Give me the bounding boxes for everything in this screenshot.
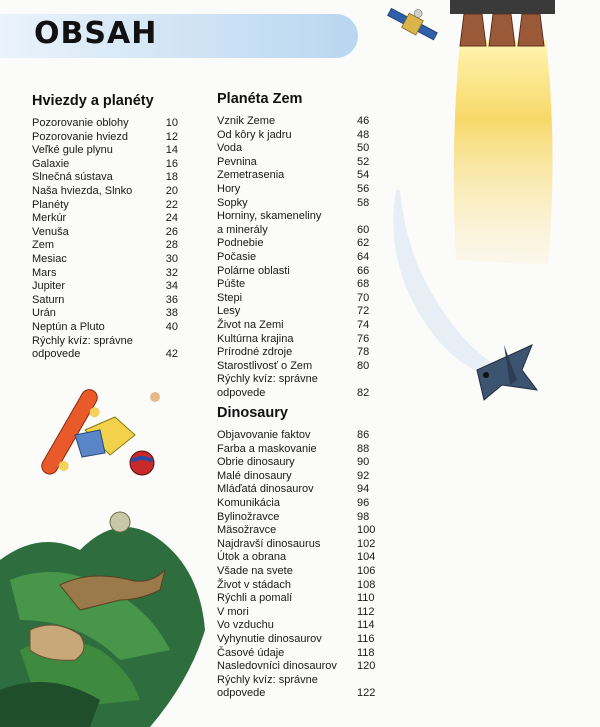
toc-entry: [217, 265, 372, 279]
section-title: Hviezdy a planéty: [32, 93, 154, 109]
toc-entry-title: Neptún a Pluto: [32, 320, 105, 333]
toc-entry: [217, 346, 372, 360]
toc-entry-page-number: 80: [357, 359, 370, 372]
toc-entry-page-number: 116: [357, 632, 375, 645]
toc-entry: [217, 292, 372, 306]
toc-entry-page-number: 12: [165, 130, 178, 143]
toc-entry-page-number: 30: [165, 252, 178, 265]
toc-entry: [217, 606, 377, 620]
toc-entry-page-number: 26: [165, 225, 178, 238]
toc-entry-page-number: 20: [165, 184, 178, 197]
toc-entry-title: Púšte: [217, 278, 246, 291]
toc-entry-title: Rýchly kvíz: správne odpovede: [217, 673, 318, 700]
toc-entry-page-number: 56: [357, 182, 370, 195]
toc-entry-page-number: 118: [357, 646, 375, 659]
toc-entry-page-number: 28: [165, 239, 178, 252]
toc-entry: [217, 470, 377, 484]
toc-entry-page-number: 38: [165, 307, 178, 320]
toc-entry-page-number: 90: [357, 456, 370, 469]
toc-entry-title: Od kôry k jadru: [217, 128, 292, 141]
toc-entry-page-number: 52: [357, 155, 370, 168]
toc-entry-page-number: 34: [165, 280, 178, 293]
toc-entry-page-number: 40: [165, 320, 178, 333]
toc-entry: [217, 647, 377, 661]
toc-entry: [217, 210, 372, 237]
toc-entry: [32, 321, 182, 335]
toc-entry-page-number: 18: [165, 171, 178, 184]
toc-entry-title: Galaxie: [32, 157, 70, 170]
toc-entry-title: Hory: [217, 182, 241, 195]
toc-entry: [217, 456, 377, 470]
toc-entry: [32, 185, 182, 199]
toc-entry-page-number: 108: [357, 578, 376, 591]
toc-entry: [32, 335, 182, 362]
toc-entry-title: Vo vzduchu: [217, 619, 274, 632]
toc-entry: [217, 305, 372, 319]
toc-entry-title: Rýchli a pomalí: [217, 592, 293, 605]
toc-entry-title: Slnečná sústava: [32, 171, 113, 184]
toc-entry: [217, 497, 377, 511]
toc-entry-title: Útok a obrana: [217, 551, 287, 564]
toc-entry-page-number: 10: [165, 117, 178, 129]
toc-entry: [217, 551, 377, 565]
toc-entry-page-number: 110: [357, 592, 375, 605]
toc-entry-title: Pozorovanie oblohy: [32, 117, 129, 129]
toc-entry-title: Venuša: [32, 225, 69, 238]
toc-entry-title: Planéty: [32, 198, 69, 211]
toc-entry-page-number: 50: [357, 142, 370, 155]
toc-entry-title: Mars: [32, 266, 57, 279]
toc-entry-page-number: 96: [357, 496, 370, 509]
toc-entry-page-number: 54: [357, 169, 370, 182]
toc-entry-title: Urán: [32, 307, 56, 320]
toc-entry-title: Podnebie: [217, 237, 264, 250]
toc-entry-title: Prírodné zdroje: [217, 346, 293, 359]
toc-entry: [217, 524, 377, 538]
toc-entry-title: Bylinožravce: [217, 510, 280, 523]
toc-entry-title: Rýchly kvíz: správne odpovede: [217, 373, 318, 399]
toc-entry: [32, 307, 182, 321]
toc-entry: [32, 253, 182, 267]
toc-entry-page-number: 14: [165, 144, 178, 157]
toc-entry: [217, 278, 372, 292]
toc-entry-title: Saturn: [32, 293, 65, 306]
toc-entry: [217, 592, 377, 606]
toc-entry: [217, 511, 377, 525]
toc-entry: [217, 183, 372, 197]
toc-entry-page-number: 98: [357, 510, 370, 523]
toc-entry: [217, 197, 372, 211]
toc-entry-page-number: 92: [357, 469, 370, 482]
toc-entry-title: Časové údaje: [217, 646, 285, 659]
toc-entry: [32, 280, 182, 294]
falcon-illustration: [382, 185, 542, 420]
toc-entry-title: Rýchly kvíz: správne odpovede: [32, 334, 133, 361]
toc-entry-page-number: 86: [357, 429, 370, 441]
toc-entry-page-number: 68: [357, 278, 370, 291]
toc-entry-title: V mori: [217, 605, 249, 618]
toc-entry: [217, 674, 377, 701]
toc-entry-page-number: 120: [357, 660, 376, 673]
title-banner: [0, 14, 358, 58]
toc-entry-title: Vyhynutie dinosaurov: [217, 632, 322, 645]
toc-entry: [217, 360, 372, 374]
toc-entry-page-number: 78: [357, 346, 370, 359]
toc-entry: [217, 115, 372, 129]
toc-entry-title: Život v stádach: [217, 578, 291, 591]
toc-entry-title: Stepi: [217, 291, 243, 304]
toc-entry: [32, 239, 182, 253]
section-title: Planéta Zem: [217, 91, 303, 107]
toc-entry: [217, 619, 377, 633]
toc-section-planeta-zem: [217, 91, 372, 400]
toc-entry: [32, 117, 182, 131]
toc-entry: [217, 156, 372, 170]
toc-entry-title: Voda: [217, 142, 243, 155]
toc-entry: [217, 251, 372, 265]
toc-entry: [32, 226, 182, 240]
toc-section-dinosaury: [217, 405, 377, 701]
toc-entry-page-number: 46: [357, 115, 370, 127]
toc-entry-page-number: 106: [357, 564, 376, 577]
toc-entry-title: Farba a maskovanie: [217, 442, 317, 455]
toc-entry-page-number: 82: [357, 386, 370, 399]
toc-entry-page-number: 62: [357, 237, 370, 250]
toc-entry-title: Život na Zemi: [217, 318, 284, 331]
toc-entry-page-number: 70: [357, 291, 370, 304]
toc-entry-page-number: 112: [357, 605, 375, 618]
toc-entry-title: Vznik Zeme: [217, 115, 276, 127]
toc-entry: [217, 579, 377, 593]
toc-entry-page-number: 64: [357, 250, 370, 263]
toc-entry-page-number: 22: [165, 198, 178, 211]
toc-entry-page-number: 48: [357, 128, 370, 141]
toc-entry-title: Zemetrasenia: [217, 169, 285, 182]
toc-entry: [217, 373, 372, 400]
toc-entry: [217, 142, 372, 156]
toc-entry-title: Malé dinosaury: [217, 469, 292, 482]
toc-entry-page-number: 122: [357, 687, 376, 700]
toc-entry-title: Najdravší dinosaurus: [217, 537, 321, 550]
toc-entry-page-number: 16: [165, 157, 178, 170]
toc-entry-title: Merkúr: [32, 212, 67, 225]
toc-entry-title: Veľké gule plynu: [32, 144, 113, 157]
toc-entry-page-number: 66: [357, 264, 370, 277]
toc-entry: [217, 443, 377, 457]
toc-entry-page-number: 88: [357, 442, 370, 455]
toc-entry: [32, 199, 182, 213]
toc-entry-page-number: 102: [357, 537, 376, 550]
toc-entry-page-number: 114: [357, 619, 375, 632]
toc-entry-title: Mäsožravce: [217, 524, 277, 537]
toc-entry-title: Obrie dinosaury: [217, 456, 295, 469]
toc-section-hviezdy: [32, 93, 182, 362]
toc-entry-title: Zem: [32, 239, 54, 252]
toc-entry-page-number: 32: [165, 266, 178, 279]
toc-entry: [32, 294, 182, 308]
satellite-illustration: [382, 0, 442, 50]
toc-entry: [32, 212, 182, 226]
toc-entry-title: Kultúrna krajina: [217, 332, 294, 345]
toc-entry-title: Polárne oblasti: [217, 264, 290, 277]
toc-entry-page-number: 42: [165, 348, 178, 361]
toc-entry-page-number: 74: [357, 318, 370, 331]
page-title: OBSAH: [34, 16, 158, 51]
toc-entry-page-number: 100: [357, 524, 376, 537]
toc-entry: [217, 565, 377, 579]
toc-entry: [32, 131, 182, 145]
toc-entry: [217, 237, 372, 251]
toc-entry-page-number: 60: [357, 223, 370, 236]
toc-entry: [217, 483, 377, 497]
toc-entry-title: Pozorovanie hviezd: [32, 130, 129, 143]
toc-entry-title: Sopky: [217, 196, 248, 209]
toc-entry-title: Starostlivosť o Zem: [217, 359, 313, 372]
toc-entry-title: Komunikácia: [217, 496, 280, 509]
toc-entry-title: Objavovanie faktov: [217, 429, 311, 441]
toc-entry-title: Jupiter: [32, 280, 66, 293]
toc-entry: [217, 660, 377, 674]
toc-entry-title: Mláďatá dinosaurov: [217, 483, 314, 496]
toc-entry: [217, 633, 377, 647]
toc-entry: [217, 333, 372, 347]
toc-entry-title: Lesy: [217, 305, 241, 318]
section-title: Dinosaury: [217, 405, 288, 421]
toc-entry-title: Nasledovníci dinosaurov: [217, 660, 337, 673]
toc-entry: [217, 129, 372, 143]
toc-entry-title: Mesiac: [32, 252, 67, 265]
toc-entry-page-number: 72: [357, 305, 370, 318]
dinosaur-jungle-illustration: [0, 500, 210, 727]
toc-entry-page-number: 58: [357, 196, 370, 209]
toc-entry: [217, 169, 372, 183]
toc-entry-title: Počasie: [217, 250, 257, 263]
toc-entry: [32, 144, 182, 158]
toc-entry-page-number: 76: [357, 332, 370, 345]
toc-entry-title: Naša hviezda, Slnko: [32, 184, 133, 197]
toc-entry-page-number: 94: [357, 483, 370, 496]
toc-entry: [217, 429, 377, 443]
toc-entry: [32, 267, 182, 281]
toc-entry: [32, 158, 182, 172]
toc-entry-page-number: 24: [165, 212, 178, 225]
toc-entry-title: Pevnina: [217, 155, 257, 168]
skateboarder-illustration: [30, 375, 170, 500]
toc-entry-title: Horniny, skameneliny a minerály: [217, 210, 322, 236]
toc-entry-page-number: 36: [165, 293, 178, 306]
toc-entry: [217, 319, 372, 333]
toc-entry-page-number: 104: [357, 551, 376, 564]
toc-entry: [217, 538, 377, 552]
toc-entry-title: Všade na svete: [217, 564, 293, 577]
toc-entry: [32, 171, 182, 185]
